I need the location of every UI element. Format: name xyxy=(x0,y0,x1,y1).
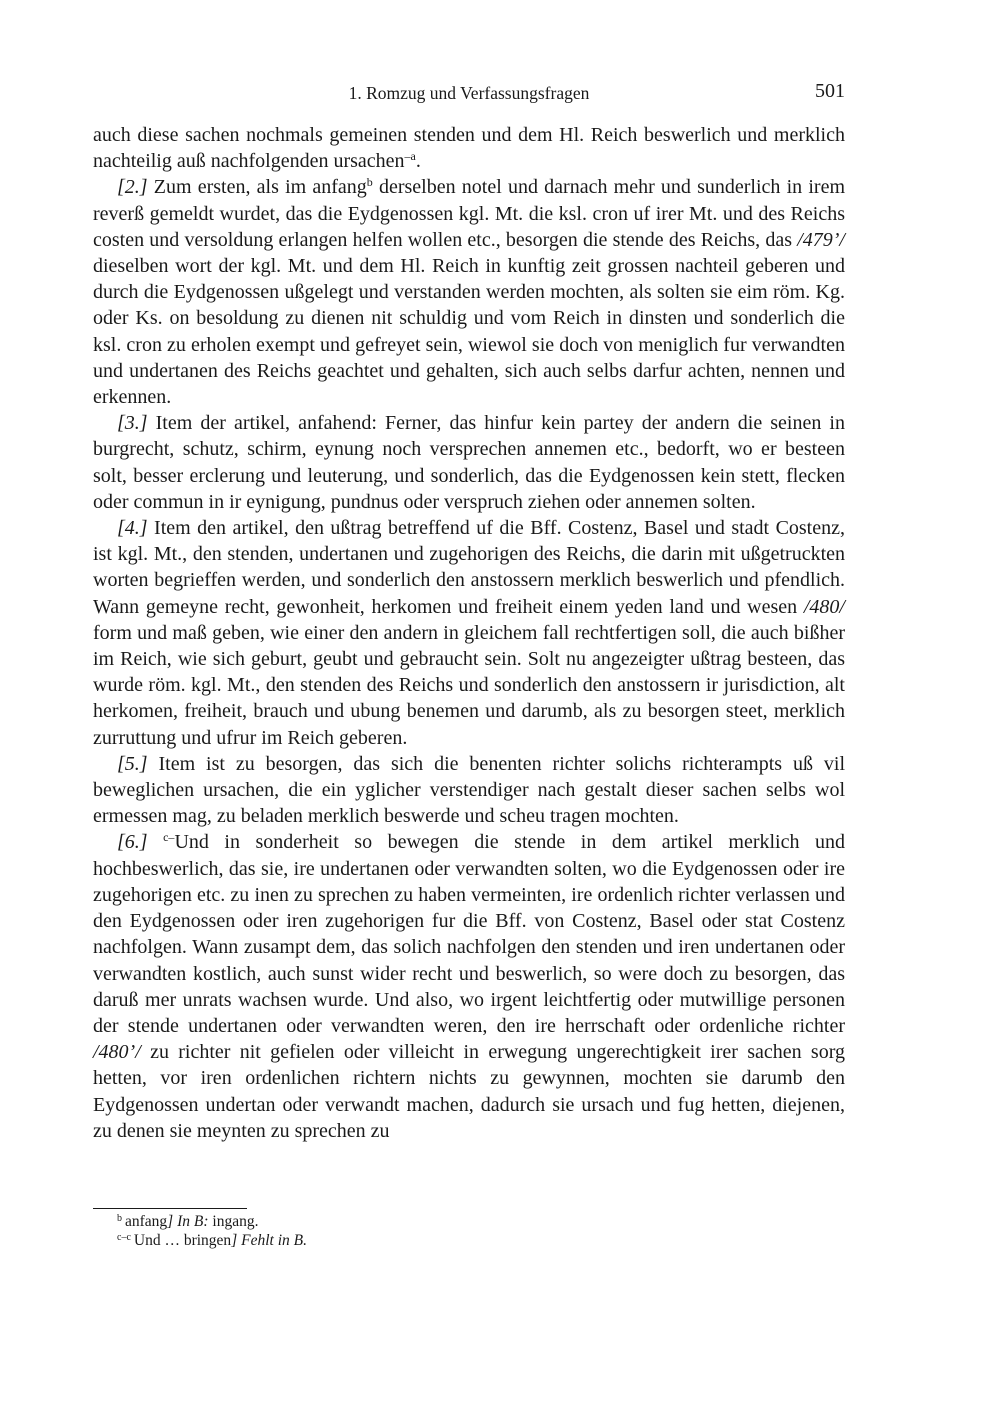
paragraph xyxy=(93,122,845,174)
folio-reference: /479’/ xyxy=(797,228,845,251)
paragraph xyxy=(93,751,845,830)
text-run xyxy=(148,831,164,853)
text-run: . xyxy=(415,150,421,173)
footnote xyxy=(117,1231,307,1250)
footnote-note-italic: Fehlt in B. xyxy=(241,1232,307,1249)
paragraph xyxy=(93,829,845,1143)
paragraph xyxy=(93,515,845,751)
page-number: 501 xyxy=(815,80,845,102)
folio-reference: /480/ xyxy=(803,595,845,618)
text-run: zu richter nit gefielen oder villeicht in erwegung ungerechtigkeit irer sachen sorg hetten, vor iren ordenlichen richtern nichts zu gewynnen, mochten sie darumb den Eydgenossen undertan oder verwandt machen, dadurch sie ursach und fug hetten, diejenen, zu denen sie meynten zu sprechen zu xyxy=(93,1041,845,1142)
footnote-rule xyxy=(93,1208,247,1209)
text-run: dieselben wort der kgl. Mt. und dem Hl. Reich in kunftig zeit grossen nachteil geberen und durch die Eydgenossen ußgelegt und verstanden werden mochten, als solten sie eim röm. Kg. oder Ks. on besoldung zu dienen nit schuldig und vom Reich in dinsten und sonderlich die ksl. cron zu erholen exempt und gefreyet sein, wiewol sie doch von meniglich fur verwandten und undertanen des Reichs geachtet und gehalten, sich auch selbs darfur achten, nennen und erkennen. xyxy=(93,255,845,409)
paragraph xyxy=(93,174,845,410)
footnotes xyxy=(117,1212,307,1250)
footnote-mark: b xyxy=(117,1213,122,1224)
main-text xyxy=(93,122,845,1144)
footnote-mark: c–c xyxy=(117,1232,131,1243)
text-run: Item den artikel, den ußtrag betreffend uf die Bff. Costenz, Basel und stadt Costenz, ist kgl. Mt., den stenden, undertanen und zugehorigen des Reichs, die darin mit ußgetruckten worten begrieffen werden, und sonderlich den anstossern merklich beswerlich und pfendlich. Wann gemeyne recht, gewonheit, herkomen und freiheit einem yeden land und wesen xyxy=(93,517,845,618)
page-header xyxy=(93,80,845,106)
footnote-note-italic: In B: xyxy=(177,1213,209,1230)
footnote-note-text: ingang. xyxy=(208,1213,259,1230)
paragraph-number: [6.] xyxy=(117,831,148,854)
text-run: form und maß geben, wie einer den andern in gleichem fall rechtfertigen soll, die auch bißher im Reich, wie sich geburt, geubt und gebraucht sein. Solt nu angezeigter ußtrag besteen, das wurde röm. kgl. Mt., den stenden des Reichs und sonderlich den anstossern ir jurisdiction, alt herkomen, freiheit, brauch und ubung benemen und darumb, als zu besorgen steet, merklich zurruttung und ufrur im Reich geberen. xyxy=(93,621,845,749)
text-run: Item ist zu besorgen, das sich die benenten richter solichs richterampts uß vil beweglichen ursachen, die ein yglicher verstendiger nach gestalt dieser sachen selbs wol ermessen mag, zu beladen merklich beswerde und scheu tragen mochten. xyxy=(93,752,845,828)
text-run: auch diese sachen nochmals gemeinen stenden und dem Hl. Reich beswerlich und merklich nachteilig auß nachfolgenden ursachen xyxy=(93,124,845,173)
folio-reference: /480’/ xyxy=(93,1041,141,1064)
footnote-lemma: anfang xyxy=(125,1213,168,1230)
paragraph-number: [3.] xyxy=(117,412,148,435)
text-run: Und in sonderheit so bewegen die stende in dem artikel merklich und hochbeswerlich, das sie, ire undertanen oder verwandten solten, wo die Eydgenossen oder ire zugehorigen etc. zu inen zu sprechen zu haben vermeinten, ire ordenlich richter verlassen und den Eydgenossen oder iren zugehorigen fur die Bff. von Costenz, Basel oder stat Costenz nachfolgen. Wann zusampt dem, das solich nachfolgen den stenden und iren undertanen oder verwandten kostlich, auch sunst wider recht und beswerlich, so were doch zu besorgen, das daruß mer unrats wachsen wurde. Und also, wo irgent leichtfertig oder mutwillige personen der stende undertanen oder verwandten weren, den ire herrschaft oder ordenliche richter xyxy=(93,831,846,1037)
paragraph-number: [2.] xyxy=(117,176,148,199)
paragraph-number: [5.] xyxy=(117,752,148,775)
text-run: Item der artikel, anfahend: Ferner, das hinfur kein partey der andern die seinen in burgrecht, schutz, schirm, eynung noch versprechen annemen etc., bedorft, wo er besteen solt, besser erclerung und leuterung, und sonderlich, das die Eydgenossen kein stett, flecken oder commun in ir eynigung, pundnus oder verspruch ziehen oder annemen solten. xyxy=(93,412,845,513)
paragraph xyxy=(93,410,845,515)
footnote-marker: –a xyxy=(404,149,416,164)
footnote-marker: b xyxy=(366,175,373,190)
footnote xyxy=(117,1212,307,1231)
text-run: derselben notel und darnach mehr und sunderlich in irem reverß gemeldt wurdet, das die Eydgenossen kgl. Mt. die ksl. cron uf irer Mt. und des Reichs costen und versoldung erlangen helfen wollen etc., besorgen die stende des Reichs, das xyxy=(93,176,845,251)
text-run: Zum ersten, als im anfang xyxy=(147,176,367,199)
footnote-lemma: Und … bringen xyxy=(133,1232,232,1249)
paragraph-number: [4.] xyxy=(117,517,148,540)
footnote-marker: c– xyxy=(163,830,175,845)
running-title: 1. Romzug und Verfassungsfragen xyxy=(348,83,590,103)
footnote-separator: ] xyxy=(231,1232,238,1249)
footnote-separator: ] xyxy=(167,1213,174,1230)
